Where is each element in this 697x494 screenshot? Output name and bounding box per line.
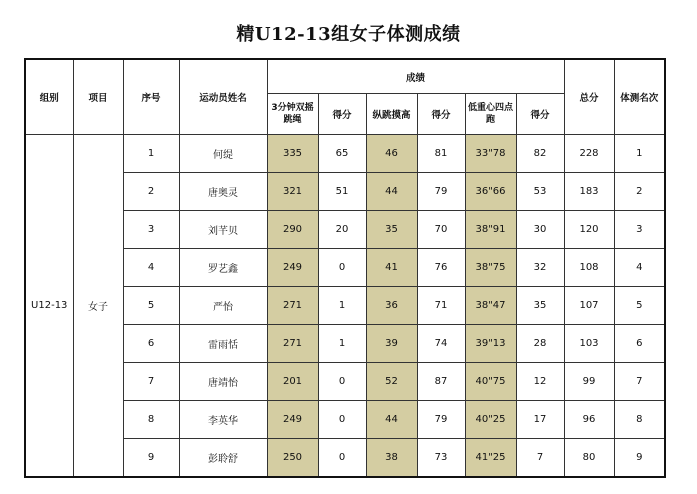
header-row-1 bbox=[25, 59, 665, 94]
rank-cell: 5 bbox=[614, 287, 665, 325]
header-rope: 3分钟双摇跳绳 bbox=[267, 94, 318, 135]
jump-cell: 41 bbox=[366, 249, 417, 287]
header-item: 项目 bbox=[73, 59, 123, 135]
run-cell: 38"91 bbox=[465, 211, 516, 249]
total-cell: 96 bbox=[564, 401, 614, 439]
jump-score-cell: 76 bbox=[417, 249, 465, 287]
item-cell: 女子 bbox=[73, 135, 123, 478]
total-cell: 107 bbox=[564, 287, 614, 325]
name-cell: 罗艺鑫 bbox=[179, 249, 267, 287]
jump-score-cell: 70 bbox=[417, 211, 465, 249]
score-table bbox=[24, 58, 666, 478]
jump-score-cell: 71 bbox=[417, 287, 465, 325]
name-cell: 彭聆舒 bbox=[179, 439, 267, 478]
header-score-c: 得分 bbox=[516, 94, 564, 135]
seq-cell: 9 bbox=[123, 439, 179, 478]
header-score-b: 得分 bbox=[417, 94, 465, 135]
run-cell: 40"25 bbox=[465, 401, 516, 439]
rope-cell: 271 bbox=[267, 287, 318, 325]
rope-score-cell: 51 bbox=[318, 173, 366, 211]
total-cell: 228 bbox=[564, 135, 614, 173]
rope-cell: 290 bbox=[267, 211, 318, 249]
group-cell: U12-13 bbox=[25, 135, 73, 478]
rope-score-cell: 20 bbox=[318, 211, 366, 249]
run-cell: 39"13 bbox=[465, 325, 516, 363]
name-cell: 严怡 bbox=[179, 287, 267, 325]
jump-score-cell: 74 bbox=[417, 325, 465, 363]
jump-cell: 39 bbox=[366, 325, 417, 363]
total-cell: 120 bbox=[564, 211, 614, 249]
header-run: 低重心四点跑 bbox=[465, 94, 516, 135]
seq-cell: 2 bbox=[123, 173, 179, 211]
jump-score-cell: 87 bbox=[417, 363, 465, 401]
jump-score-cell: 79 bbox=[417, 173, 465, 211]
jump-cell: 46 bbox=[366, 135, 417, 173]
name-cell: 唐奥灵 bbox=[179, 173, 267, 211]
seq-cell: 8 bbox=[123, 401, 179, 439]
header-total: 总分 bbox=[564, 59, 614, 135]
rank-cell: 1 bbox=[614, 135, 665, 173]
jump-cell: 52 bbox=[366, 363, 417, 401]
rank-cell: 3 bbox=[614, 211, 665, 249]
name-cell: 何缇 bbox=[179, 135, 267, 173]
run-cell: 33"78 bbox=[465, 135, 516, 173]
rope-score-cell: 0 bbox=[318, 249, 366, 287]
total-cell: 99 bbox=[564, 363, 614, 401]
jump-cell: 36 bbox=[366, 287, 417, 325]
seq-cell: 1 bbox=[123, 135, 179, 173]
run-score-cell: 35 bbox=[516, 287, 564, 325]
rope-cell: 335 bbox=[267, 135, 318, 173]
seq-cell: 3 bbox=[123, 211, 179, 249]
total-cell: 183 bbox=[564, 173, 614, 211]
run-score-cell: 28 bbox=[516, 325, 564, 363]
name-cell: 李英华 bbox=[179, 401, 267, 439]
name-cell: 刘芊贝 bbox=[179, 211, 267, 249]
total-cell: 80 bbox=[564, 439, 614, 478]
jump-cell: 38 bbox=[366, 439, 417, 478]
run-cell: 38"47 bbox=[465, 287, 516, 325]
rank-cell: 7 bbox=[614, 363, 665, 401]
jump-cell: 44 bbox=[366, 173, 417, 211]
jump-score-cell: 73 bbox=[417, 439, 465, 478]
rope-score-cell: 0 bbox=[318, 401, 366, 439]
run-score-cell: 12 bbox=[516, 363, 564, 401]
run-score-cell: 82 bbox=[516, 135, 564, 173]
header-rank: 体测名次 bbox=[614, 59, 665, 135]
run-score-cell: 7 bbox=[516, 439, 564, 478]
rope-cell: 249 bbox=[267, 401, 318, 439]
header-group: 组别 bbox=[25, 59, 73, 135]
run-score-cell: 30 bbox=[516, 211, 564, 249]
rank-cell: 2 bbox=[614, 173, 665, 211]
run-score-cell: 17 bbox=[516, 401, 564, 439]
total-cell: 108 bbox=[564, 249, 614, 287]
rank-cell: 4 bbox=[614, 249, 665, 287]
jump-cell: 35 bbox=[366, 211, 417, 249]
rope-score-cell: 0 bbox=[318, 363, 366, 401]
jump-cell: 44 bbox=[366, 401, 417, 439]
rank-cell: 6 bbox=[614, 325, 665, 363]
header-name: 运动员姓名 bbox=[179, 59, 267, 135]
header-seq: 序号 bbox=[123, 59, 179, 135]
rank-cell: 8 bbox=[614, 401, 665, 439]
table-row bbox=[25, 135, 665, 173]
run-cell: 38"75 bbox=[465, 249, 516, 287]
header-jump: 纵跳摸高 bbox=[366, 94, 417, 135]
seq-cell: 4 bbox=[123, 249, 179, 287]
run-cell: 36"66 bbox=[465, 173, 516, 211]
seq-cell: 6 bbox=[123, 325, 179, 363]
run-score-cell: 32 bbox=[516, 249, 564, 287]
seq-cell: 7 bbox=[123, 363, 179, 401]
rope-cell: 201 bbox=[267, 363, 318, 401]
rope-score-cell: 65 bbox=[318, 135, 366, 173]
header-score-a: 得分 bbox=[318, 94, 366, 135]
rope-cell: 249 bbox=[267, 249, 318, 287]
rope-cell: 321 bbox=[267, 173, 318, 211]
jump-score-cell: 79 bbox=[417, 401, 465, 439]
rank-cell: 9 bbox=[614, 439, 665, 478]
rope-score-cell: 0 bbox=[318, 439, 366, 478]
seq-cell: 5 bbox=[123, 287, 179, 325]
rope-score-cell: 1 bbox=[318, 325, 366, 363]
total-cell: 103 bbox=[564, 325, 614, 363]
run-cell: 41"25 bbox=[465, 439, 516, 478]
rope-cell: 250 bbox=[267, 439, 318, 478]
name-cell: 雷雨恬 bbox=[179, 325, 267, 363]
page-title: 精U12-13组女子体测成绩 bbox=[236, 24, 461, 45]
run-cell: 40"75 bbox=[465, 363, 516, 401]
jump-score-cell: 81 bbox=[417, 135, 465, 173]
rope-cell: 271 bbox=[267, 325, 318, 363]
header-scores: 成绩 bbox=[267, 59, 564, 94]
name-cell: 唐靖怡 bbox=[179, 363, 267, 401]
rope-score-cell: 1 bbox=[318, 287, 366, 325]
run-score-cell: 53 bbox=[516, 173, 564, 211]
